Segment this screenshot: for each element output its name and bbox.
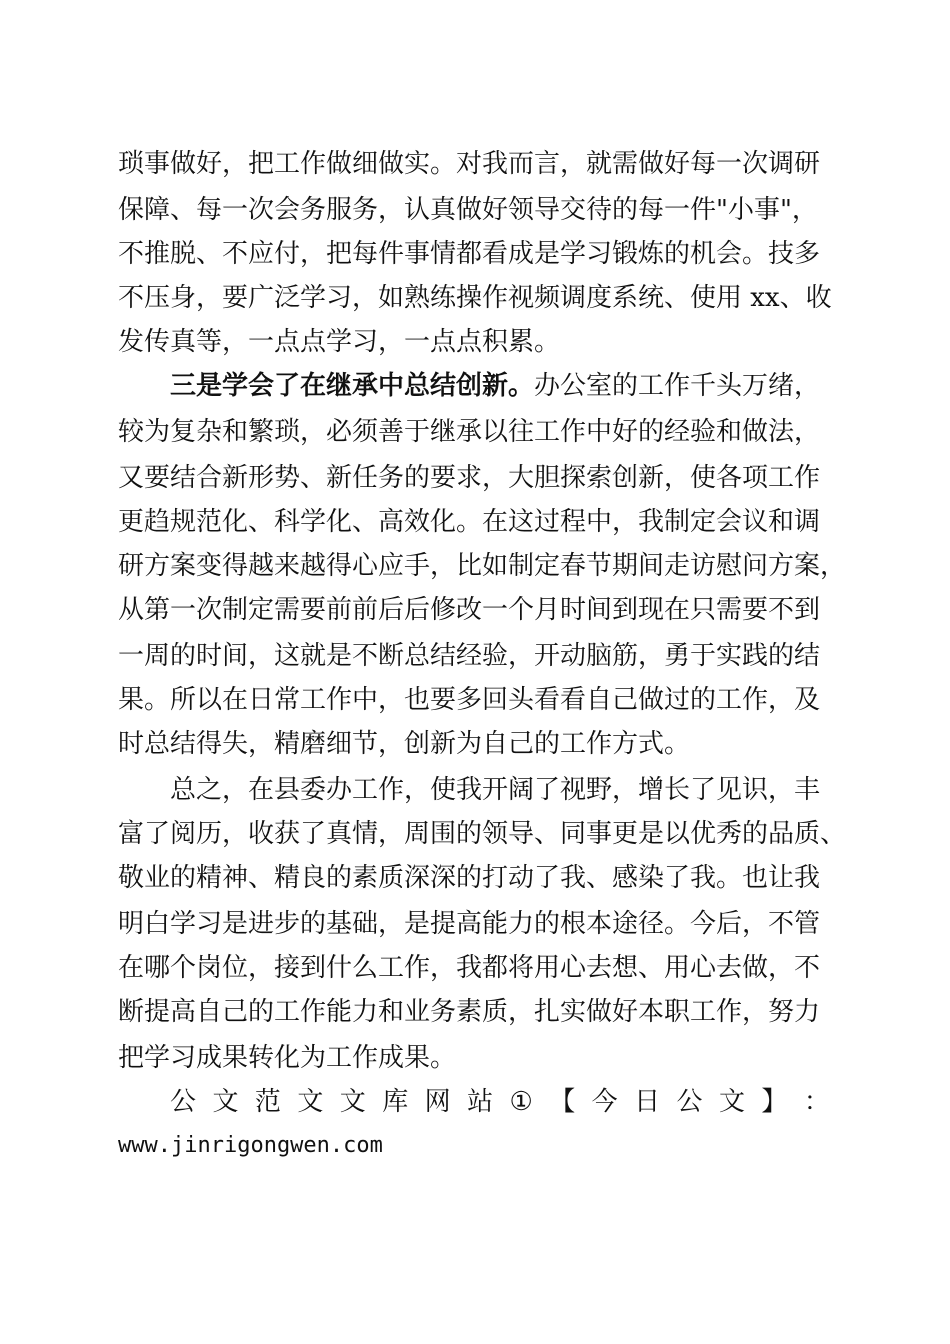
footer-char: 文: [297, 1087, 324, 1117]
paragraph-1-line: 保障、每一次会务服务，认真做好领导交待的每一件"小事"，: [118, 195, 818, 225]
paragraph-1-line: 不压身，要广泛学习，如熟练操作视频调度系统、使用 xx、收: [118, 283, 832, 313]
footer-char: 文: [718, 1087, 745, 1117]
paragraph-3-line: 敬业的精神、精良的素质深深的打动了我、感染了我。也让我: [118, 863, 821, 893]
paragraph-2-line: 果。所以在日常工作中，也要多回头看看自己做过的工作，及: [118, 685, 821, 715]
footer-char: ：: [803, 1087, 830, 1117]
paragraph-2-line: 较为复杂和繁琐，必须善于继承以往工作中好的经验和做法，: [118, 417, 821, 447]
footer-char: 站: [467, 1087, 494, 1117]
paragraph-2-line: 研方案变得越来越得心应手，比如制定春节期间走访慰问方案，: [118, 551, 847, 581]
paragraph-2-line: 又要结合新形势、新任务的要求，大胆探索创新，使各项工作: [118, 463, 821, 493]
footer-char: 库: [382, 1087, 409, 1117]
footer-char: 日: [634, 1087, 661, 1117]
footer-char: 公: [676, 1087, 703, 1117]
paragraph-2-first-line: [170, 368, 820, 404]
footer-char: 范: [254, 1087, 281, 1117]
paragraph-1-line: 琐事做好，把工作做细做实。对我而言，就需做好每一次调研: [118, 149, 821, 179]
paragraph-2-line: 时总结得失，精磨细节，创新为自己的工作方式。: [118, 729, 691, 759]
paragraph-2-first-line-text: 办公室的工作千头万绪，: [534, 371, 821, 401]
paragraph-3-line: 富了阅历，收获了真情，周围的领导、同事更是以优秀的品质、: [118, 819, 847, 849]
paragraph-2-line: 一周的时间，这就是不断总结经验，开动脑筋，勇于实践的结: [118, 641, 821, 671]
footer-char: 文: [212, 1087, 239, 1117]
paragraph-3-line: 在哪个岗位，接到什么工作，我都将用心去想、用心去做，不: [118, 953, 821, 983]
footer-char: 文: [339, 1087, 366, 1117]
paragraph-1-line: 发传真等，一点点学习，一点点积累。: [118, 327, 561, 357]
paragraph-1-line: 不推脱、不应付，把每件事情都看成是学习锻炼的机会。技多: [118, 239, 821, 269]
footer-url: www.jinrigongwen.com: [118, 1133, 383, 1158]
footer-char: 今: [591, 1087, 618, 1117]
footer-char: 公: [170, 1087, 197, 1117]
paragraph-3-first-line: 总之，在县委办工作，使我开阔了视野，增长了见识，丰: [170, 775, 821, 805]
paragraph-3-line: 把学习成果转化为工作成果。: [118, 1043, 457, 1073]
footer-char: ①: [509, 1087, 533, 1117]
paragraph-3-line: 明白学习是进步的基础，是提高能力的根本途径。今后，不管: [118, 909, 821, 939]
paragraph-2-heading: 三是学会了在继承中总结创新。: [170, 371, 535, 401]
footer-site-name: [170, 1084, 830, 1120]
paragraph-2-line: 从第一次制定需要前前后后修改一个月时间到现在只需要不到: [118, 595, 821, 625]
footer-char: 【: [549, 1087, 576, 1117]
paragraph-2-line: 更趋规范化、科学化、高效化。在这过程中，我制定会议和调: [118, 507, 821, 537]
footer-char: 网: [424, 1087, 451, 1117]
footer-char: 】: [761, 1087, 788, 1117]
paragraph-3-line: 断提高自己的工作能力和业务素质，扎实做好本职工作，努力: [118, 997, 821, 1027]
